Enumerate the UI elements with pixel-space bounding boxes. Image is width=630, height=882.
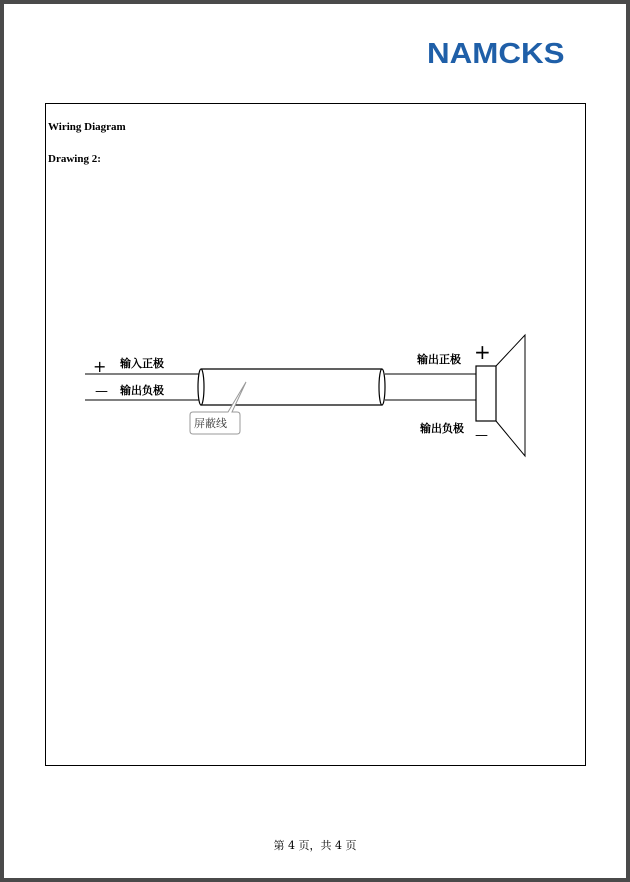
drawing-label: Drawing 2: (48, 153, 101, 165)
cable-end-left (198, 369, 204, 405)
shield-label: 屏蔽线 (194, 417, 227, 430)
document-page (4, 4, 626, 878)
input-positive-label: 输入正极 (120, 357, 164, 370)
input-plus-sign: + (93, 357, 107, 376)
input-minus-sign: — (95, 384, 108, 399)
section-title: Wiring Diagram (48, 121, 126, 133)
output-plus-sign: + (474, 340, 491, 364)
input-negative-label: 输出负极 (120, 384, 164, 397)
output-minus-sign: — (475, 428, 488, 443)
page-footer: 第 4 页，共 4 页 (273, 839, 357, 852)
output-negative-label: 输出负极 (420, 422, 464, 435)
shielded-cable (201, 369, 382, 405)
speaker-cone (496, 335, 525, 456)
wiring-diagram (4, 4, 626, 878)
speaker-magnet (476, 366, 496, 421)
brand-logo: NAMCKS (427, 38, 565, 70)
cable-end-right (379, 369, 385, 405)
output-positive-label: 输出正极 (417, 353, 461, 366)
